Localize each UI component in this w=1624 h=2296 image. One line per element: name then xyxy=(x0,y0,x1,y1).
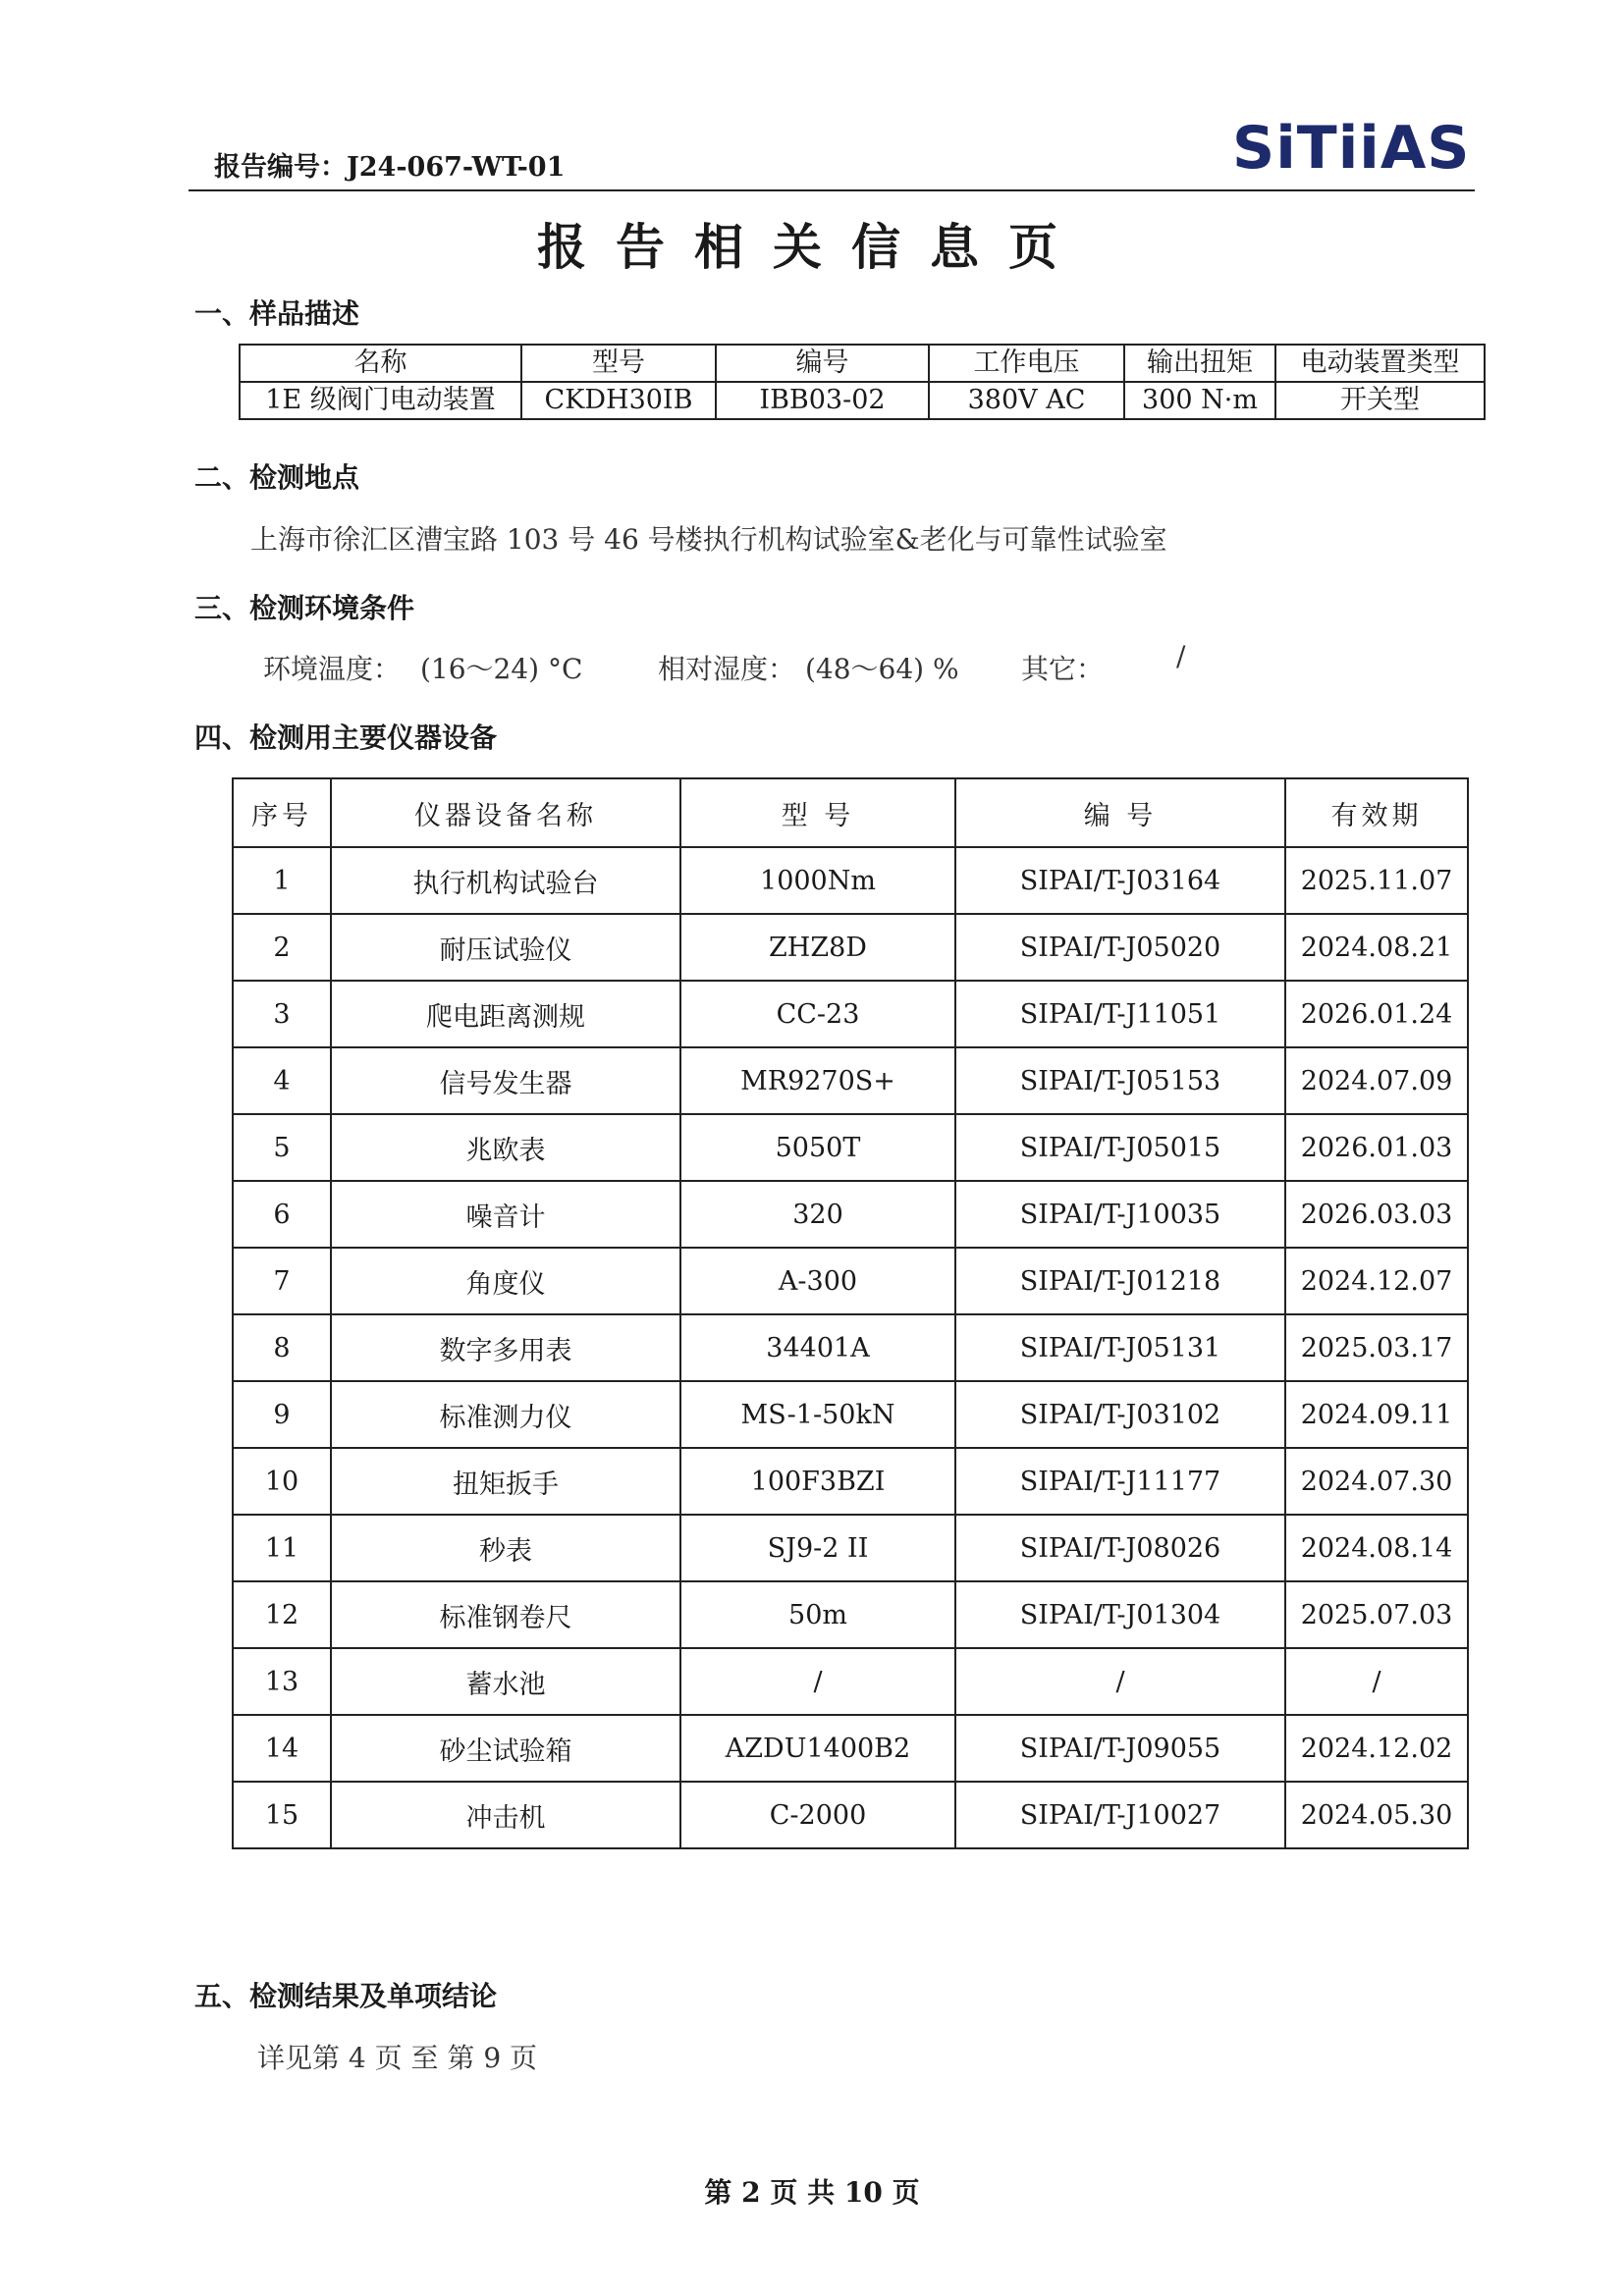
table-row xyxy=(233,1581,1468,1648)
cell: 14 xyxy=(233,1715,331,1782)
cell: SIPAI/T-J01218 xyxy=(955,1248,1285,1314)
table-row xyxy=(233,1047,1468,1114)
header-cell: 型 号 xyxy=(680,778,955,847)
table-row xyxy=(233,1381,1468,1448)
cell: MR9270S+ xyxy=(680,1047,955,1114)
cell: 2026.03.03 xyxy=(1285,1181,1468,1248)
cell: / xyxy=(955,1648,1285,1715)
cell: 冲击机 xyxy=(331,1782,680,1848)
cell: CKDH30IB xyxy=(521,382,716,419)
cell: 2025.03.17 xyxy=(1285,1314,1468,1381)
table-row xyxy=(233,1114,1468,1181)
temperature-value: (16～24) °C xyxy=(420,653,583,685)
cell: 砂尘试验箱 xyxy=(331,1715,680,1782)
section-environment: 三、检测环境条件 xyxy=(194,592,415,624)
cell: 爬电距离测规 xyxy=(331,981,680,1047)
cell: 5 xyxy=(233,1114,331,1181)
table-row xyxy=(233,1181,1468,1248)
cell: SJ9-2 II xyxy=(680,1515,955,1581)
cell: 2024.08.14 xyxy=(1285,1515,1468,1581)
table-row xyxy=(233,1715,1468,1782)
cell: 2024.08.21 xyxy=(1285,914,1468,981)
sample-table xyxy=(239,344,1486,420)
cell: 13 xyxy=(233,1648,331,1715)
other-label: 其它： xyxy=(1021,653,1105,685)
cell: 100F3BZI xyxy=(680,1448,955,1515)
cell: SIPAI/T-J08026 xyxy=(955,1515,1285,1581)
table-row xyxy=(233,1648,1468,1715)
cell: 11 xyxy=(233,1515,331,1581)
header-cell: 输出扭矩 xyxy=(1124,345,1275,382)
header-cell: 型号 xyxy=(521,345,716,382)
cell: SIPAI/T-J03102 xyxy=(955,1381,1285,1448)
cell: 1E 级阀门电动装置 xyxy=(240,382,521,419)
cell: 数字多用表 xyxy=(331,1314,680,1381)
cell: MS-1-50kN xyxy=(680,1381,955,1448)
cell: 5050T xyxy=(680,1114,955,1181)
cell: 兆欧表 xyxy=(331,1114,680,1181)
cell: 380V AC xyxy=(929,382,1124,419)
cell: C-2000 xyxy=(680,1782,955,1848)
sample-table-row xyxy=(240,382,1485,419)
cell: 2024.05.30 xyxy=(1285,1782,1468,1848)
logo-text: SiTiiAS xyxy=(1232,114,1471,183)
cell: 执行机构试验台 xyxy=(331,847,680,914)
cell: SIPAI/T-J05020 xyxy=(955,914,1285,981)
humidity-value: (48～64) % xyxy=(805,653,959,685)
cell: 2026.01.03 xyxy=(1285,1114,1468,1181)
cell: 角度仪 xyxy=(331,1248,680,1314)
cell: 12 xyxy=(233,1581,331,1648)
cell: 10 xyxy=(233,1448,331,1515)
results-text: 详见第 4 页 至 第 9 页 xyxy=(257,2042,538,2074)
cell: SIPAI/T-J09055 xyxy=(955,1715,1285,1782)
report-number: 报告编号：J24-067-WT-01 xyxy=(214,152,566,183)
cell: 300 N·m xyxy=(1124,382,1275,419)
cell: / xyxy=(1285,1648,1468,1715)
humidity-label: 相对湿度： xyxy=(658,653,796,685)
cell: 秒表 xyxy=(331,1515,680,1581)
sample-table-header xyxy=(240,345,1485,382)
cell: 7 xyxy=(233,1248,331,1314)
section-sample-description: 一、样品描述 xyxy=(194,297,360,330)
instrument-table-header xyxy=(233,778,1468,847)
cell: IBB03-02 xyxy=(716,382,929,419)
cell: SIPAI/T-J03164 xyxy=(955,847,1285,914)
cell: 蓄水池 xyxy=(331,1648,680,1715)
location-text: 上海市徐汇区漕宝路 103 号 46 号楼执行机构试验室&老化与可靠性试验室 xyxy=(250,523,1167,556)
header-divider xyxy=(189,189,1475,191)
temperature-label: 环境温度： xyxy=(263,653,402,685)
cell: 50m xyxy=(680,1581,955,1648)
table-row xyxy=(233,1782,1468,1848)
cell: 2024.12.07 xyxy=(1285,1248,1468,1314)
section-instruments: 四、检测用主要仪器设备 xyxy=(194,721,498,754)
cell: SIPAI/T-J01304 xyxy=(955,1581,1285,1648)
cell: CC-23 xyxy=(680,981,955,1047)
cell: 34401A xyxy=(680,1314,955,1381)
cell: 3 xyxy=(233,981,331,1047)
cell: 2024.07.09 xyxy=(1285,1047,1468,1114)
other-value: / xyxy=(1176,640,1186,672)
cell: 标准测力仪 xyxy=(331,1381,680,1448)
table-row xyxy=(233,1515,1468,1581)
section-test-location: 二、检测地点 xyxy=(194,461,360,494)
cell: 噪音计 xyxy=(331,1181,680,1248)
cell: 2025.11.07 xyxy=(1285,847,1468,914)
cell: 信号发生器 xyxy=(331,1047,680,1114)
page-footer: 第 2 页 共 10 页 xyxy=(704,2176,920,2209)
page-title: 报告相关信息页 xyxy=(537,218,1087,276)
header-cell: 有效期 xyxy=(1285,778,1468,847)
table-row xyxy=(233,847,1468,914)
cell: 6 xyxy=(233,1181,331,1248)
section-results: 五、检测结果及单项结论 xyxy=(194,1980,498,2012)
table-row xyxy=(233,1448,1468,1515)
cell: SIPAI/T-J05131 xyxy=(955,1314,1285,1381)
cell: SIPAI/T-J11051 xyxy=(955,981,1285,1047)
cell: 9 xyxy=(233,1381,331,1448)
cell: 2025.07.03 xyxy=(1285,1581,1468,1648)
cell: 2024.09.11 xyxy=(1285,1381,1468,1448)
cell: 1000Nm xyxy=(680,847,955,914)
cell: SIPAI/T-J05153 xyxy=(955,1047,1285,1114)
cell: 开关型 xyxy=(1275,382,1485,419)
cell: 2026.01.24 xyxy=(1285,981,1468,1047)
table-row xyxy=(233,914,1468,981)
cell: 2024.07.30 xyxy=(1285,1448,1468,1515)
header-cell: 编 号 xyxy=(955,778,1285,847)
instrument-table xyxy=(232,777,1469,1849)
header-cell: 仪器设备名称 xyxy=(331,778,680,847)
header-cell: 编号 xyxy=(716,345,929,382)
cell: 2024.12.02 xyxy=(1285,1715,1468,1782)
table-row xyxy=(233,1314,1468,1381)
cell: ZHZ8D xyxy=(680,914,955,981)
header-cell: 序号 xyxy=(233,778,331,847)
cell: 15 xyxy=(233,1782,331,1848)
cell: / xyxy=(680,1648,955,1715)
company-logo xyxy=(1232,114,1471,183)
header-cell: 电动装置类型 xyxy=(1275,345,1485,382)
cell: 扭矩扳手 xyxy=(331,1448,680,1515)
cell: 2 xyxy=(233,914,331,981)
cell: AZDU1400B2 xyxy=(680,1715,955,1782)
cell: 8 xyxy=(233,1314,331,1381)
cell: 320 xyxy=(680,1181,955,1248)
cell: 标准钢卷尺 xyxy=(331,1581,680,1648)
cell: SIPAI/T-J10027 xyxy=(955,1782,1285,1848)
cell: SIPAI/T-J11177 xyxy=(955,1448,1285,1515)
instrument-table-body xyxy=(233,847,1468,1848)
cell: 耐压试验仪 xyxy=(331,914,680,981)
header-cell: 工作电压 xyxy=(929,345,1124,382)
cell: A-300 xyxy=(680,1248,955,1314)
cell: SIPAI/T-J05015 xyxy=(955,1114,1285,1181)
header-cell: 名称 xyxy=(240,345,521,382)
cell: 1 xyxy=(233,847,331,914)
cell: SIPAI/T-J10035 xyxy=(955,1181,1285,1248)
table-row xyxy=(233,1248,1468,1314)
table-row xyxy=(233,981,1468,1047)
cell: 4 xyxy=(233,1047,331,1114)
